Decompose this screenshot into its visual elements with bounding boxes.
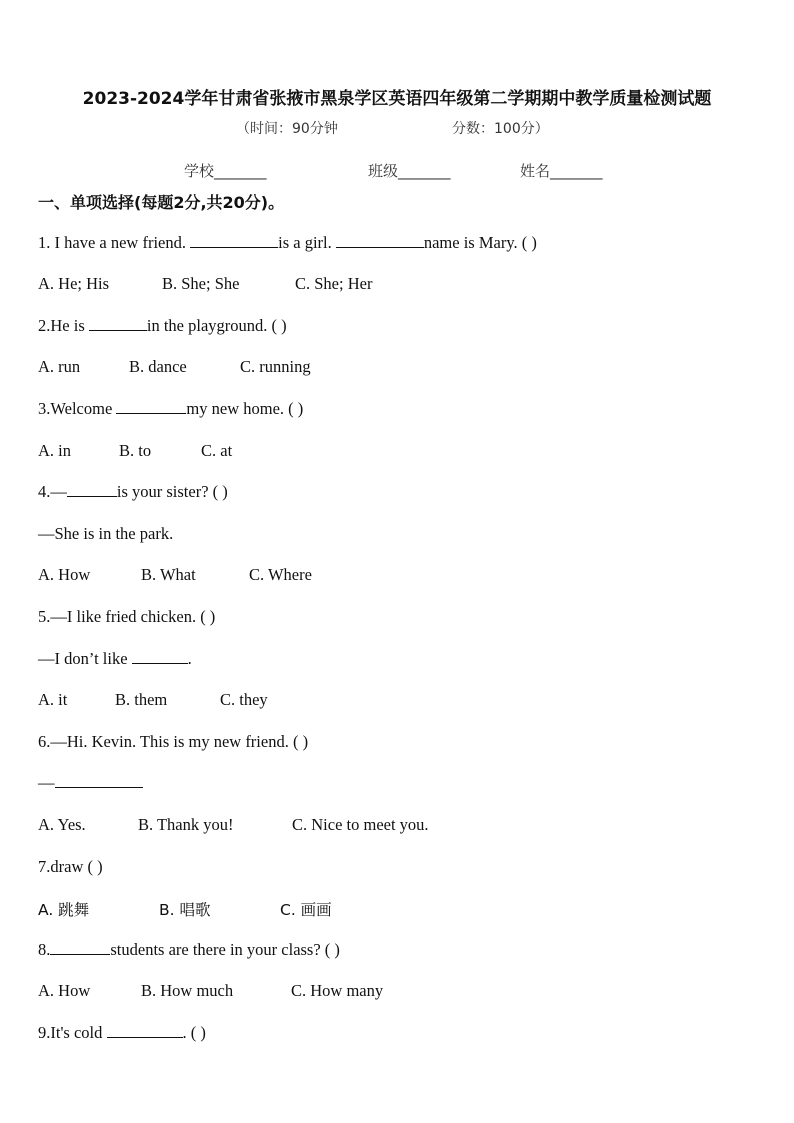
school-field: 学校_______ [184, 162, 267, 180]
reply-4: —She is in the park. [38, 524, 174, 543]
question-text: in the playground. ( ) [146, 316, 287, 335]
answer-blank [116, 399, 186, 414]
question-text: 9.It's cold [38, 1023, 107, 1042]
question-text: students are there in your class? ( ) [110, 940, 340, 959]
option-a: A. run [38, 357, 81, 376]
question-text: is your sister? ( ) [116, 482, 228, 501]
option-a: A. He; His [38, 274, 110, 293]
option-a: A. How [38, 981, 91, 1000]
answer-blank [55, 773, 143, 788]
option-c: C. they [220, 690, 268, 709]
options-5 [38, 690, 268, 710]
question-text: 1. I have a new friend. [38, 233, 191, 252]
options-4 [38, 565, 312, 585]
question-text: 2.He is [38, 316, 89, 335]
question-1 [38, 233, 537, 253]
answer-blank [336, 233, 424, 248]
class-field: 班级_______ [368, 162, 451, 180]
reply-5: —I don’t like . [38, 649, 192, 668]
option-b: B. What [141, 565, 196, 584]
time-limit: （时间：90分钟 [236, 121, 338, 137]
question-text: . ( ) [182, 1023, 206, 1042]
answer-blank [89, 316, 147, 331]
answer-blank [67, 482, 117, 497]
question-7: 7.draw ( ) [38, 857, 103, 876]
option-b: B. dance [129, 357, 187, 376]
options-3 [38, 441, 232, 461]
option-b: B. 唱歌 [159, 901, 211, 919]
option-a: A. it [38, 690, 68, 709]
total-score: 分数：100分） [452, 121, 549, 137]
option-a: A. 跳舞 [38, 901, 90, 919]
question-text: 8. [38, 940, 51, 959]
section-heading: 一、单项选择(每题2分,共20分)。 [38, 193, 285, 212]
options-8 [38, 981, 383, 1001]
option-c: C. running [240, 357, 311, 376]
answer-blank [190, 233, 278, 248]
question-text: is a girl. [278, 233, 336, 252]
option-b: B. She; She [162, 274, 240, 293]
reply-text: — [38, 773, 55, 792]
option-c: C. 画画 [280, 901, 332, 919]
question-6: 6.—Hi. Kevin. This is my new friend. ( ) [38, 732, 309, 751]
question-text: my new home. ( ) [186, 399, 304, 418]
option-b: B. Thank you! [138, 815, 234, 834]
question-5: 5.—I like fried chicken. ( ) [38, 607, 216, 626]
question-text: name is Mary. ( ) [423, 233, 537, 252]
option-c: C. Nice to meet you. [292, 815, 429, 834]
option-a: A. How [38, 565, 91, 584]
question-8 [38, 940, 340, 960]
answer-blank [50, 940, 110, 955]
reply-text: —I don’t like [38, 649, 132, 668]
name-field: 姓名_______ [520, 162, 603, 180]
answer-blank [132, 649, 188, 664]
question-text: 3.Welcome [38, 399, 117, 418]
option-c: C. Where [249, 565, 312, 584]
page-title: 2023-2024学年甘肃省张掖市黑泉学区英语四年级第二学期期中教学质量检测试题 [82, 89, 712, 109]
question-9 [38, 1023, 206, 1043]
option-c: C. How many [291, 981, 384, 1000]
option-c: C. She; Her [295, 274, 373, 293]
options-2 [38, 357, 311, 377]
question-2 [38, 316, 287, 336]
answer-blank [107, 1023, 183, 1038]
question-text: 4.— [38, 482, 67, 501]
option-b: B. How much [141, 981, 234, 1000]
options-7 [38, 898, 332, 920]
option-a: A. Yes. [38, 815, 86, 834]
options-1 [38, 274, 372, 294]
reply-6 [38, 773, 143, 793]
option-a: A. in [38, 441, 71, 460]
option-b: B. to [119, 441, 152, 460]
options-6 [38, 815, 429, 835]
option-b: B. them [115, 690, 168, 709]
option-c: C. at [201, 441, 233, 460]
question-4 [38, 482, 228, 502]
question-3 [38, 399, 303, 419]
